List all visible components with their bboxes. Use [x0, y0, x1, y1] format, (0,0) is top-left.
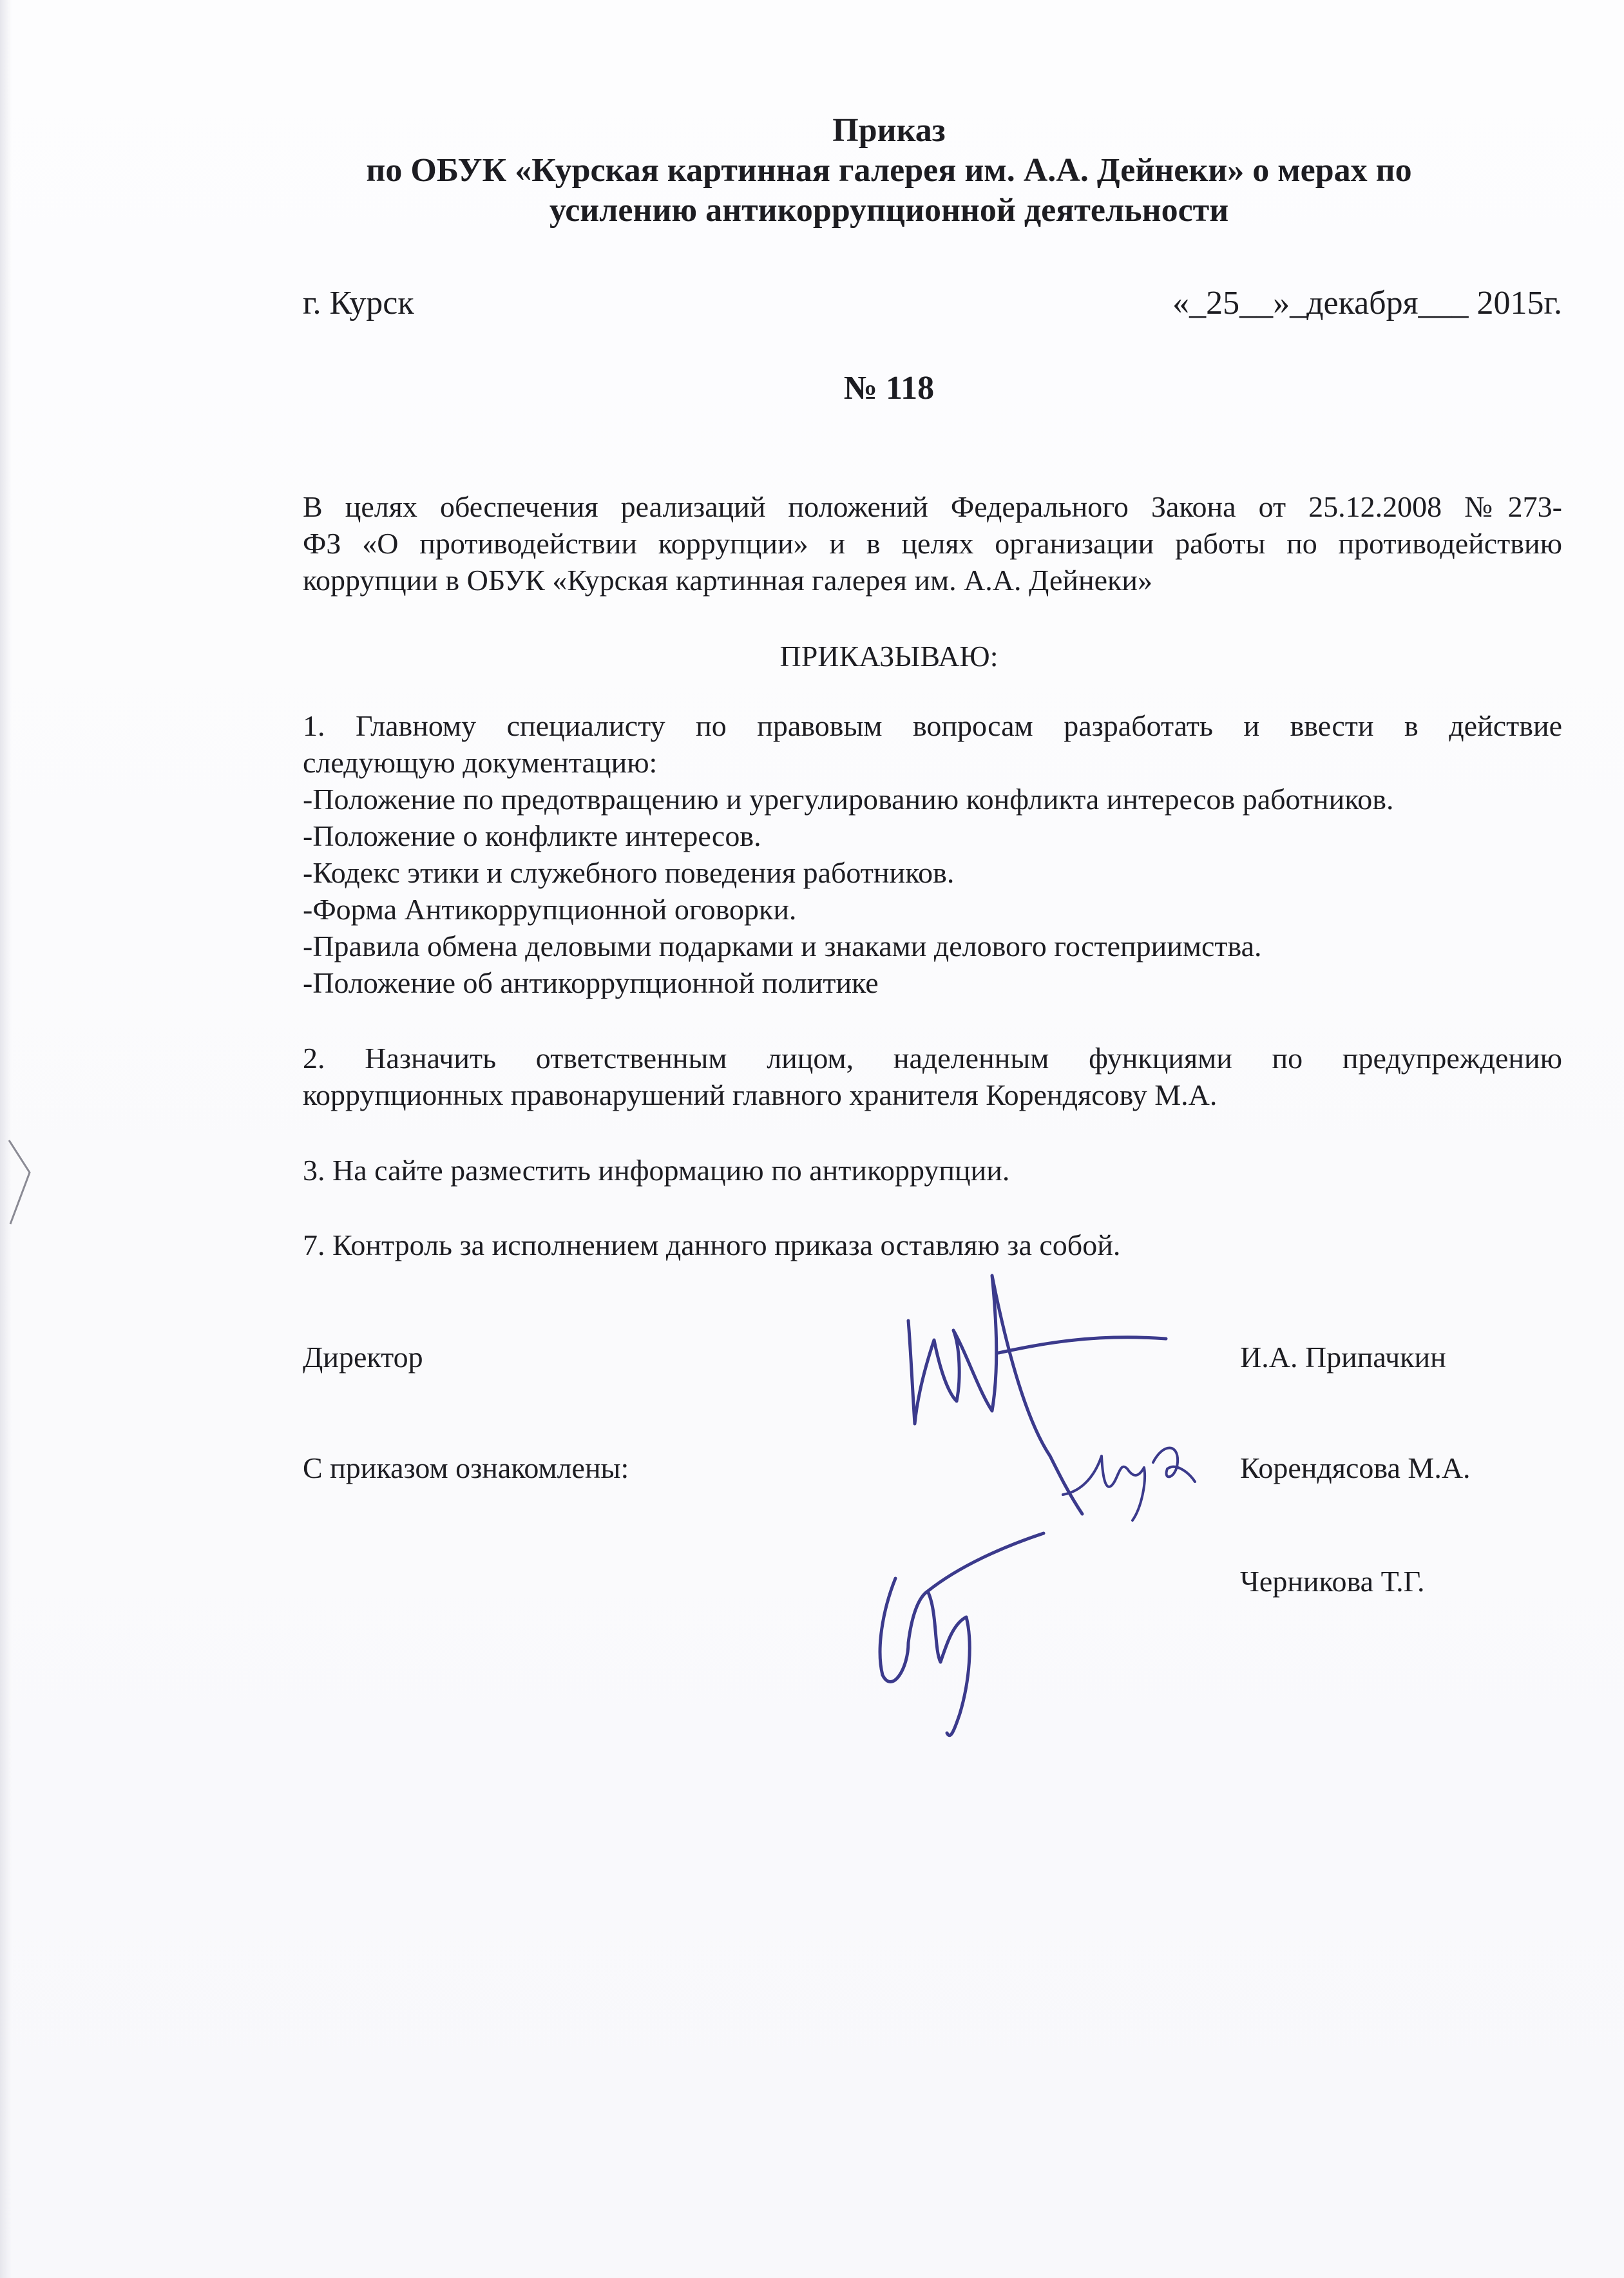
acquainted-name-2: Черникова Т.Г. — [1240, 1565, 1425, 1598]
preamble-line: В целях обеспечения реализаций положений Федерального Закона от 25.12.2008 №273- — [303, 490, 1562, 523]
chernikova-signature-image — [857, 1520, 1050, 1739]
item-line: 2. Назначить ответственным лицом, наделенным функциями по предупреждению — [303, 1042, 1562, 1075]
title-line-2: по ОБУК «Курская картинная галерея им. А.А. Дейнеки» о мерах по — [366, 152, 1412, 189]
order-word: ПРИКАЗЫВАЮ: — [779, 640, 998, 673]
order-number: № 118 — [843, 370, 935, 407]
list-item: -Форма Антикоррупционной оговорки. — [303, 893, 797, 926]
acquainted-name-1: Корендясова М.А. — [1240, 1451, 1471, 1484]
city: г. Курск — [303, 285, 414, 321]
order-item-7 — [303, 1227, 1562, 1263]
list-item: -Положение по предотвращению и урегулированию конфликта интересов работников. — [303, 783, 1394, 816]
item-line: коррупционных правонарушений главного хранителя Корендясову М.А. — [303, 1078, 1218, 1111]
list-item: -Правила обмена деловыми подарками и знаками делового гостеприимства. — [303, 930, 1262, 962]
title-line-1: Приказ — [832, 112, 946, 149]
list-item: -Положение об антикоррупционной политике — [303, 966, 879, 999]
preamble-line: коррупции в ОБУК «Курская картинная галерея им. А.А. Дейнеки» — [303, 564, 1152, 597]
director-name: И.А. Припачкин — [1240, 1341, 1446, 1374]
document-title — [245, 111, 1533, 231]
preamble — [303, 488, 1562, 598]
list-item: -Положение о конфликте интересов. — [303, 819, 761, 852]
order-date: «_25__»_декабря___ 2015г. — [1172, 285, 1562, 321]
preamble-line: ФЗ «О противодействии коррупции» и в целях организации работы по противодействию — [303, 527, 1562, 560]
page-fold-mark — [4, 1134, 43, 1230]
item-line: 7. Контроль за исполнением данного приказа оставляю за собой. — [303, 1229, 1121, 1261]
acquainted-label: С приказом ознакомлены: — [303, 1451, 629, 1484]
order-item-3 — [303, 1152, 1562, 1189]
director-label: Директор — [303, 1341, 423, 1374]
order-item-1 — [303, 707, 1562, 1001]
korendyasova-signature-image — [1056, 1417, 1205, 1520]
item-line: 1. Главному специалисту по правовым вопросам разработать и ввести в действие — [303, 709, 1562, 742]
title-line-3: усилению антикоррупционной деятельности — [549, 192, 1229, 229]
item-line: следующую документацию: — [303, 746, 658, 779]
item-line: 3. На сайте разместить информацию по антикоррупции. — [303, 1154, 1010, 1187]
order-item-2 — [303, 1040, 1562, 1113]
list-item: -Кодекс этики и служебного поведения работников. — [303, 856, 955, 889]
